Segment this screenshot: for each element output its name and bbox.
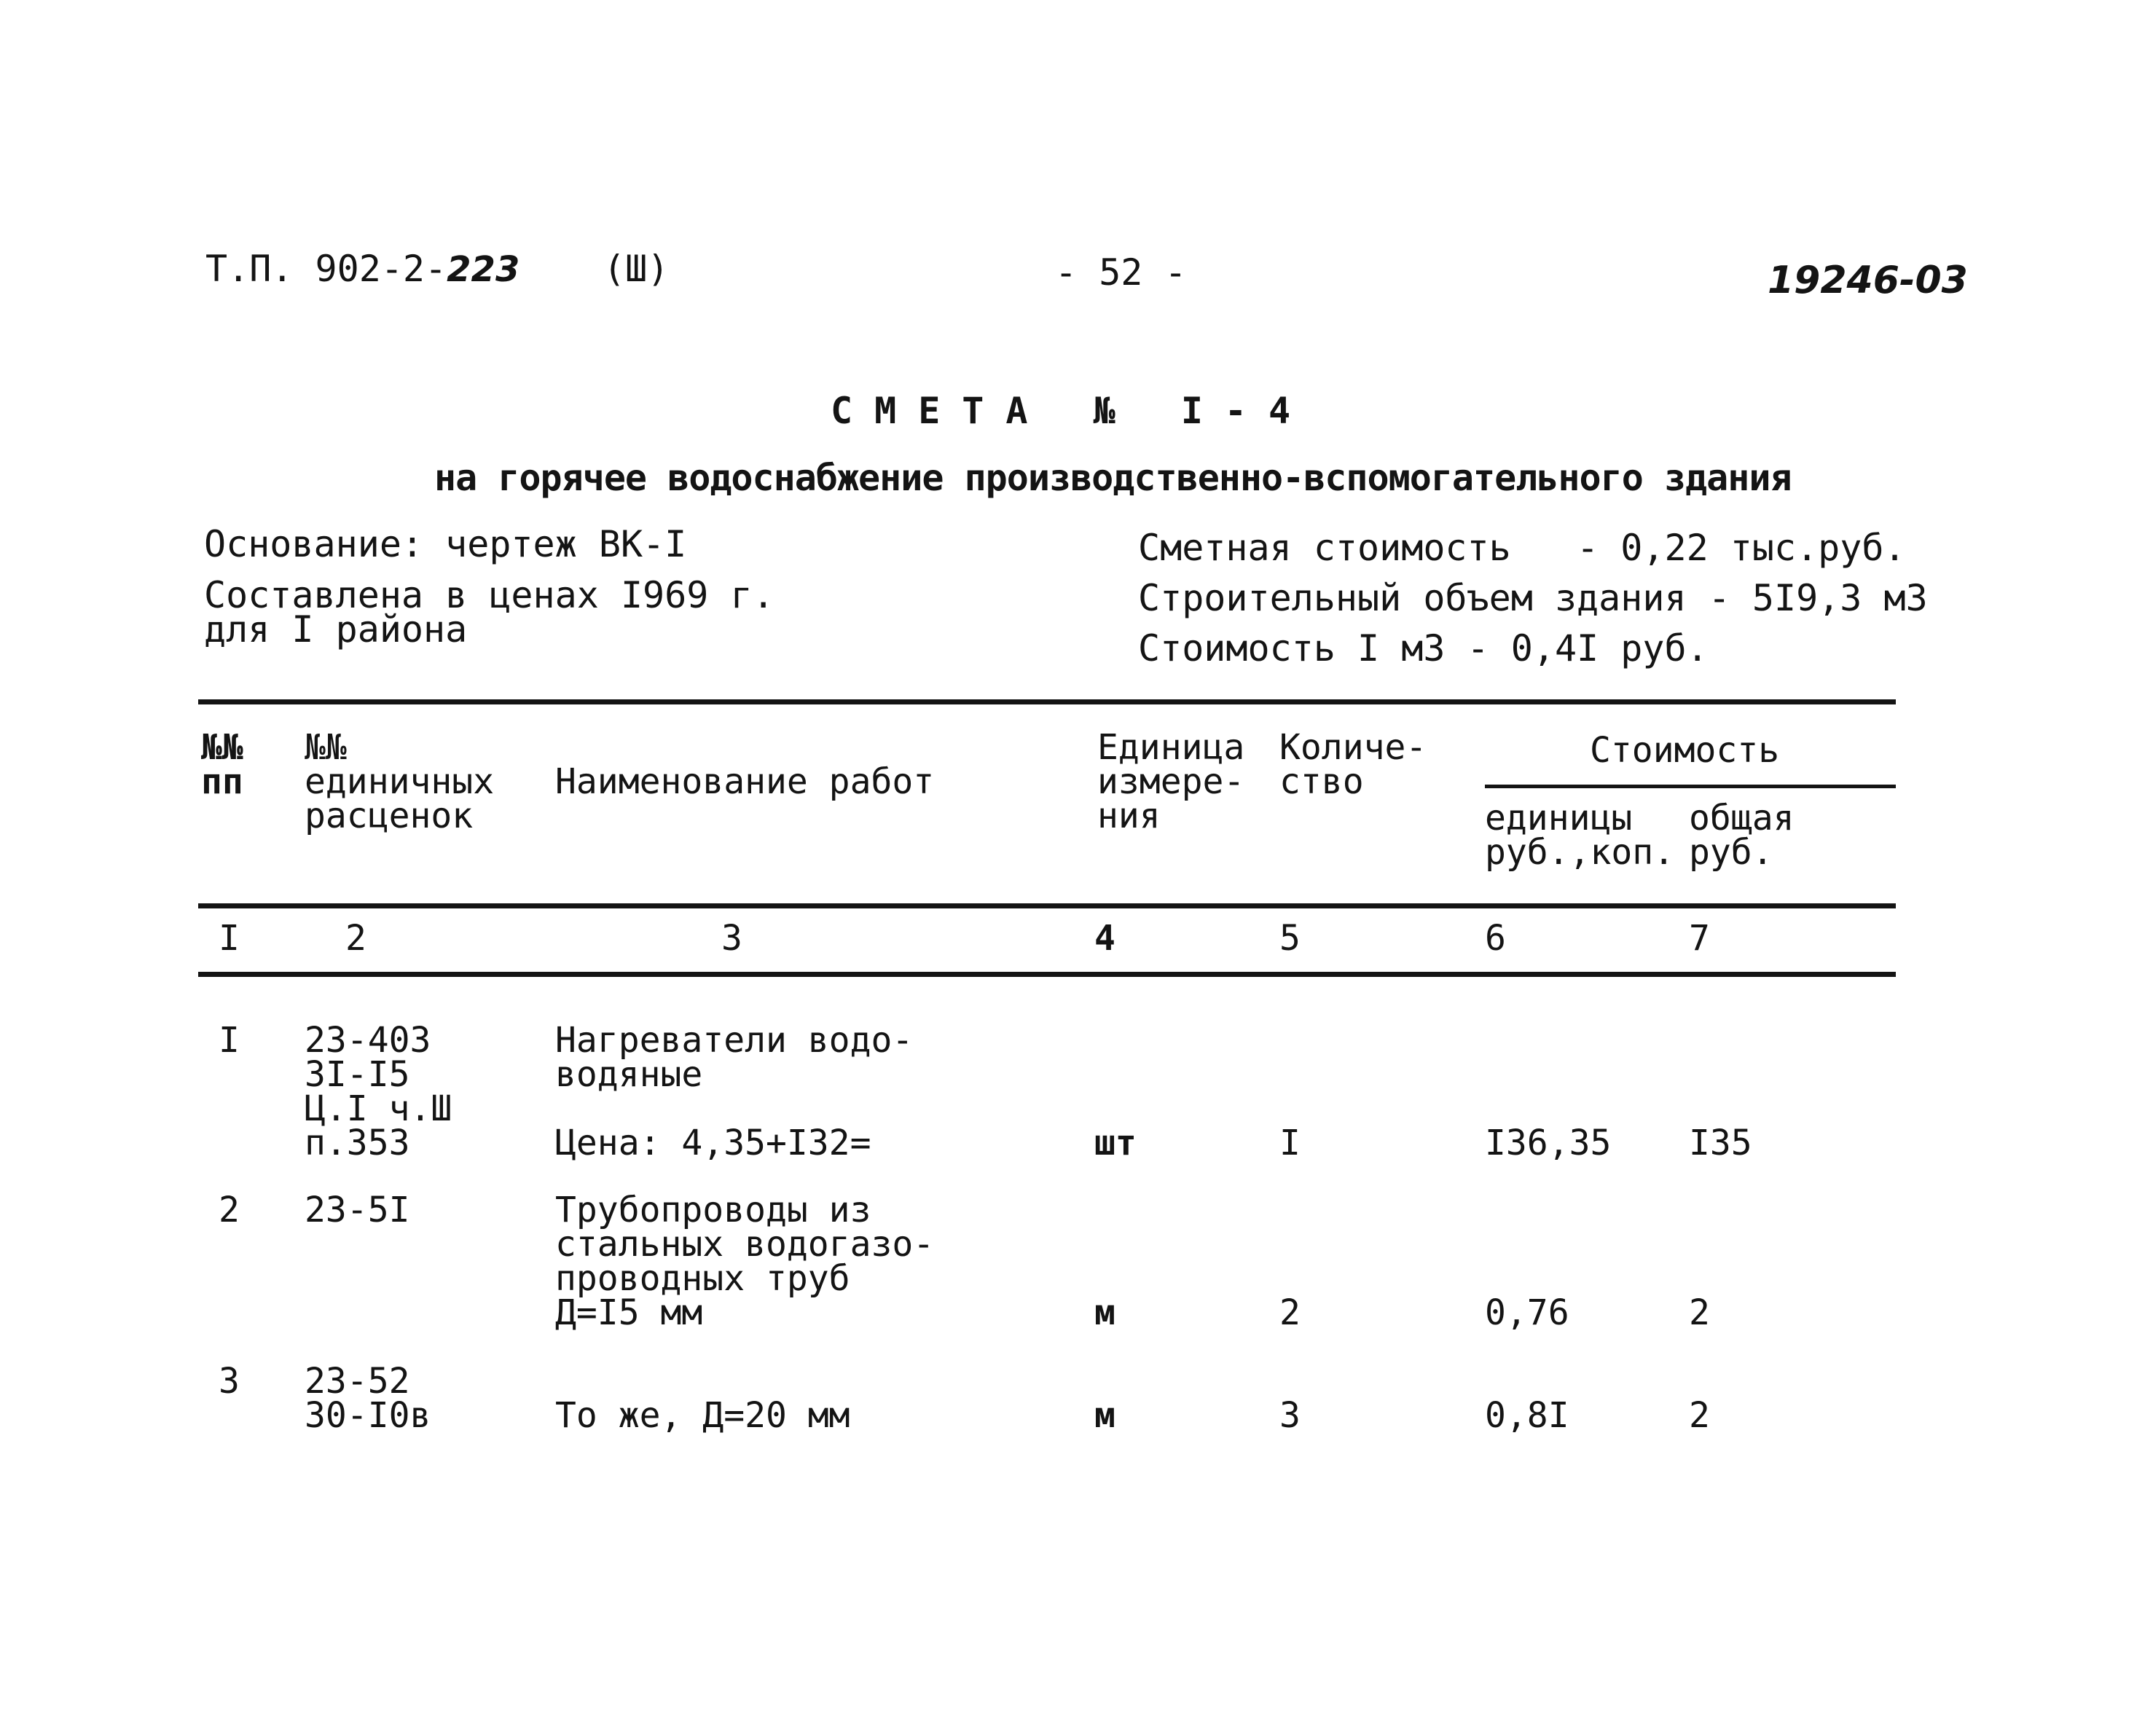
row-number: I <box>219 1020 240 1061</box>
row-number: 2 <box>219 1190 240 1230</box>
work-name: То же, Д=20 мм <box>555 1395 850 1436</box>
unit-cost: I36,35 <box>1485 1123 1612 1163</box>
quantity: 3 <box>1279 1395 1301 1436</box>
region-line: для I района <box>204 608 468 651</box>
basis-line: Основание: чертеж ВК-I <box>204 523 687 565</box>
unit: м <box>1094 1395 1115 1436</box>
column-number-2: 2 <box>345 918 366 959</box>
rate-code: 23-5I <box>305 1190 410 1230</box>
building-volume-line: Строительный объем здания - 5I9,3 м3 <box>1138 577 1928 619</box>
document-subtitle: на горячее водоснабжение производственно-вспомогательного здания <box>434 457 1792 499</box>
inventory-number: 19246-03 <box>1768 259 1968 302</box>
header-col-1: №№ пп <box>201 727 243 802</box>
column-number-1: I <box>219 918 240 959</box>
part-number: (Ш) <box>603 248 670 290</box>
rate-code: 23-52 30-I0в <box>305 1361 431 1436</box>
work-name: Нагреватели водо- водяные <box>555 1020 914 1095</box>
prices-line: Составлена в ценах I969 г. <box>204 574 774 616</box>
row-number: 3 <box>219 1361 240 1402</box>
header-col-2: №№ единичных расценок <box>305 727 495 836</box>
document-code-handwritten: 223 <box>447 249 520 290</box>
header-col-3: Наименование работ <box>555 761 935 802</box>
column-number-4: 4 <box>1094 918 1115 959</box>
page-number: - 52 - <box>1055 251 1187 294</box>
estimated-cost-line: Сметная стоимость - 0,22 тыс.руб. <box>1138 527 1906 569</box>
numbers-bottom-rule <box>198 972 1896 977</box>
cost-per-m3-line: Стоимость I м3 - 0,4I руб. <box>1138 627 1709 669</box>
header-col-7: общая руб. <box>1689 798 1795 873</box>
document-code-prefix: Т.П. 902-2- <box>205 248 447 290</box>
rate-code: 23-403 3I-I5 Ц.I ч.Ш п.353 <box>305 1020 452 1163</box>
header-col-4: Единица измере- ния <box>1097 727 1245 836</box>
column-number-3: 3 <box>721 918 742 959</box>
work-name: Трубопроводы из стальных водогазо- проводных труб Д=I5 мм <box>555 1190 935 1333</box>
unit: шт <box>1094 1123 1137 1163</box>
quantity: 2 <box>1279 1292 1301 1333</box>
work-price-formula: Цена: 4,35+I32= <box>555 1123 871 1163</box>
header-col-6: единицы руб.,коп. <box>1485 798 1675 873</box>
column-number-5: 5 <box>1279 918 1301 959</box>
document-title: СМЕТА № I-4 <box>831 390 1313 432</box>
total-cost: I35 <box>1689 1123 1752 1163</box>
document-code <box>205 248 520 290</box>
unit-cost: 0,76 <box>1485 1292 1569 1333</box>
cost-group-rule <box>1485 785 1896 788</box>
quantity: I <box>1279 1123 1301 1163</box>
unit: м <box>1094 1292 1115 1333</box>
total-cost: 2 <box>1689 1292 1710 1333</box>
header-bottom-rule <box>198 903 1896 908</box>
table-top-rule <box>198 699 1896 704</box>
header-cost-group: Стоимость <box>1590 730 1780 771</box>
header-col-5: Количе- ство <box>1279 727 1427 802</box>
column-number-7: 7 <box>1689 918 1710 959</box>
unit-cost: 0,8I <box>1485 1395 1569 1436</box>
total-cost: 2 <box>1689 1395 1710 1436</box>
column-number-6: 6 <box>1485 918 1506 959</box>
